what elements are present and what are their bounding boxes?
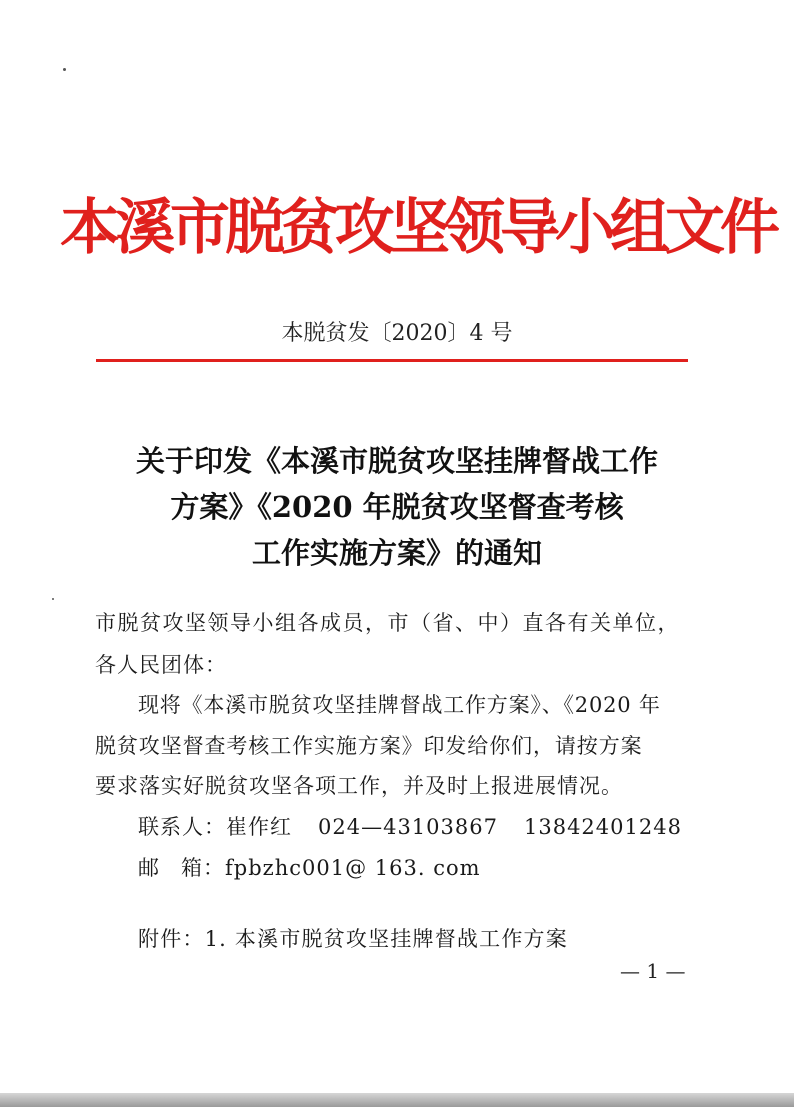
notice-title — [90, 438, 704, 576]
title-line-1: 关于印发《本溪市脱贫攻坚挂牌督战工作 — [135, 444, 658, 478]
scan-speck — [63, 68, 66, 71]
contact-label: 联系人： — [138, 815, 226, 839]
attachment-label: 附件： — [138, 927, 205, 951]
body-paragraph-line-2: 脱贫攻坚督查考核工作实施方案》印发给你们，请按方案 — [95, 734, 643, 758]
email-label-end: 箱： — [181, 856, 225, 880]
contact-line — [138, 812, 682, 842]
issuer-header: 本溪市脱贫攻坚领导小组文件 — [60, 193, 775, 263]
addressee-line-1: 市脱贫攻坚领导小组各成员，市（省、中）直各有关单位， — [95, 611, 680, 635]
email-line — [138, 853, 481, 883]
body-paragraph-line-3: 要求落实好脱贫攻坚各项工作，并及时上报进展情况。 — [95, 774, 623, 798]
contact-mobile: 13842401248 — [523, 815, 682, 839]
attachment-line — [138, 924, 568, 954]
scan-bottom-edge — [0, 1093, 794, 1107]
attachment-item-1: 1. 本溪市脱贫攻坚挂牌督战工作方案 — [204, 927, 568, 951]
addressee-line-2: 各人民团体： — [95, 653, 227, 677]
contact-name: 崔作红 — [226, 815, 292, 839]
page-number: — 1 — — [620, 959, 686, 983]
red-divider-line — [96, 359, 688, 362]
body-paragraph-line-1: 现将《本溪市脱贫攻坚挂牌督战工作方案》、《2020 年 — [138, 693, 661, 717]
title-line-3: 工作实施方案》的通知 — [251, 536, 542, 570]
email-label: 邮 — [138, 856, 181, 880]
title-line-2: 方案》《2020 年脱贫攻坚督查考核 — [170, 490, 624, 524]
scan-speck — [52, 598, 54, 600]
document-number: 本脱贫发〔2020〕4 号 — [281, 321, 513, 346]
contact-phone: 024—43103867 — [318, 815, 498, 839]
email-address: fpbzhc001@ 163. com — [225, 856, 481, 880]
